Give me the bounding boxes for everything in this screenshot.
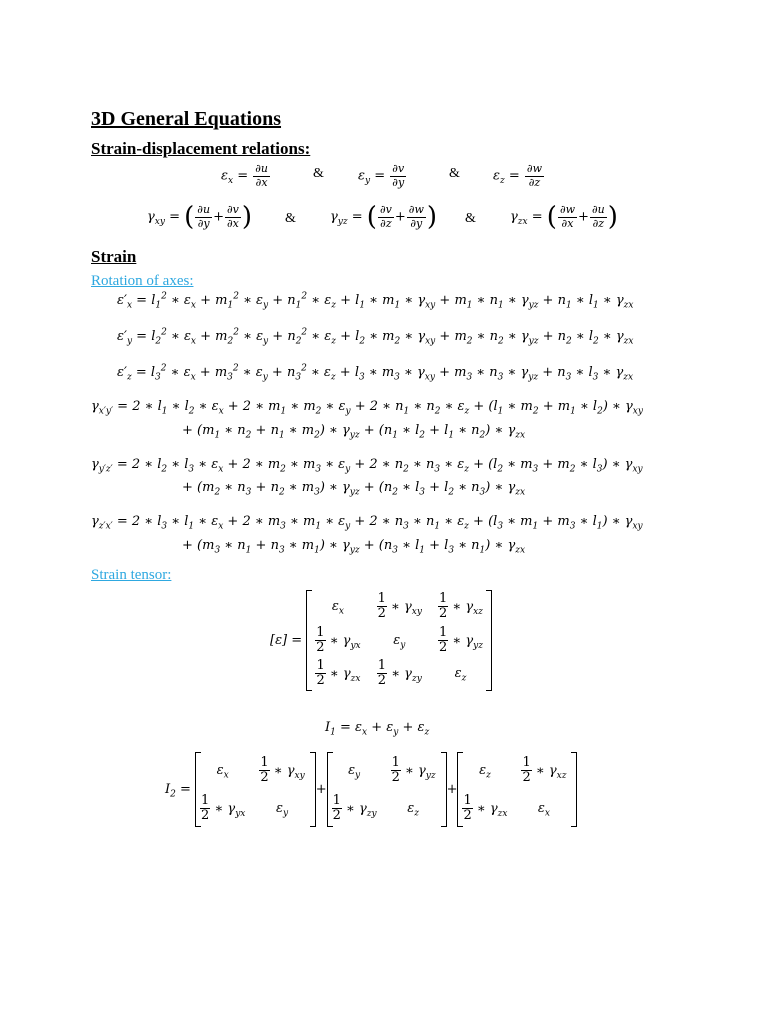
- equation-gamma-zpxp-line2: + ($m_3$ ∗ $n_1 + n_3$ ∗ $m_1$) ∗ $\gamma_{yz} + (n_3$ ∗ $l_1 + l_3$ ∗ $n_1$) ∗ $\gamma_{zx}$: [182, 538, 526, 556]
- equation-gamma-xpyp-line1: $\gamma_{x'y'} = 2$ ∗ $l_1$ ∗ $l_2$ ∗ $\varepsilon_x + 2$ ∗ $m_1$ ∗ $m_2$ ∗ $\varepsilon_y + 2$ ∗ $n_1$ ∗ $n_2$ ∗ $\varepsilon_z + (l_1$ ∗ $m_2 + m_1$ ∗ $l_2$) ∗ $\gamma_{xy}$: [91, 399, 643, 417]
- equation-gamma-ypzp-line1: $\gamma_{y'z'} = 2$ ∗ $l_2$ ∗ $l_3$ ∗ $\varepsilon_x + 2$ ∗ $m_2$ ∗ $m_3$ ∗ $\varepsilon_y + 2$ ∗ $n_2$ ∗ $n_3$ ∗ $\varepsilon_z + (l_2$ ∗ $m_3 + m_2$ ∗ $l_3$) ∗ $\gamma_{xy}$: [91, 457, 643, 475]
- equation-epsilon-z-prime: $\varepsilon'_z = l_3^2$ ∗ $\varepsilon_x + m_3^2$ ∗ $\varepsilon_y + n_3^2$ ∗ $\varepsilon_z + l_3$ ∗ $m_3$ ∗ $\gamma_{xy} + m_3$ ∗ $n_3$ ∗ $\gamma_{yz} + n_3$ ∗ $l_3$ ∗ $\gamma_{zx}$: [117, 363, 634, 383]
- equation-epsilon-x: $\varepsilon_x$ = $\frac{\partial u}{\partial x}$: [221, 162, 269, 189]
- strain-tensor-matrix: [ε] = $\varepsilon_x$ $\frac{1}{2}$ ∗ $\gamma_{xy}$ $\frac{1}{2}$ ∗ $\gamma_{xz}$ $\frac{1}{2}$ ∗ $\gamma_{yx}$ $\varepsilon_y$ $\frac{1}{2}$ ∗ $\gamma_{yz}$ $\frac{1}{2}$ ∗ $\gamma_{zx}$ $\frac{1}{2}$ ∗ $\gamma_{zy}$ $\varepsilon_z$: [270, 590, 492, 691]
- heading-strain-displacement: Strain-displacement relations:: [91, 139, 311, 158]
- subheading-strain-tensor: Strain tensor:: [91, 567, 172, 583]
- equation-gamma-xy: $\gamma_{xy}$ = ( $\frac{\partial u}{\partial y}$ + $\frac{\partial v}{\partial x}$ ): [147, 202, 253, 233]
- ampersand: &: [465, 211, 476, 226]
- equation-gamma-yz: $\gamma_{yz}$ = ( $\frac{\partial v}{\partial z}$ + $\frac{\partial w}{\partial y}$ ): [330, 202, 438, 233]
- equation-invariant-I1: $I_1 = \varepsilon_x + \varepsilon_y + \varepsilon_z$: [325, 720, 430, 738]
- subheading-rotation-of-axes: Rotation of axes:: [91, 273, 194, 289]
- equation-invariant-I2: $I_2$ = $\varepsilon_x$ $\frac{1}{2}$ ∗ $\gamma_{xy}$ $\frac{1}{2}$ ∗ $\gamma_{yx}$ $\varepsilon_y$ + $\varepsilon_y$ $\frac{1}{2}$ ∗ $\gamma_{yz}$ $\frac{1}{2}$ ∗ $\gamma_{zy}$ $\varepsilon_z$ + $\varepsilon_z$ $\frac{1}{2}$ ∗ $\gamma_{xz}$ $\frac{1}{2}$ ∗ $\gamma_{zx}$ $\varepsilon_x$: [165, 752, 577, 827]
- equation-epsilon-y-prime: $\varepsilon'_y = l_2^2$ ∗ $\varepsilon_x + m_2^2$ ∗ $\varepsilon_y + n_2^2$ ∗ $\varepsilon_z + l_2$ ∗ $m_2$ ∗ $\gamma_{xy} + m_2$ ∗ $n_2$ ∗ $\gamma_{yz} + n_2$ ∗ $l_2$ ∗ $\gamma_{zx}$: [117, 327, 634, 347]
- equation-gamma-zpxp-line1: $\gamma_{z'x'} = 2$ ∗ $l_3$ ∗ $l_1$ ∗ $\varepsilon_x + 2$ ∗ $m_3$ ∗ $m_1$ ∗ $\varepsilon_y + 2$ ∗ $n_3$ ∗ $n_1$ ∗ $\varepsilon_z + (l_3$ ∗ $m_1 + m_3$ ∗ $l_1$) ∗ $\gamma_{xy}$: [91, 514, 643, 532]
- equation-gamma-xpyp-line2: + ($m_1$ ∗ $n_2 + n_1$ ∗ $m_2$) ∗ $\gamma_{yz} + (n_1$ ∗ $l_2 + l_1$ ∗ $n_2$) ∗ $\gamma_{zx}$: [182, 423, 526, 441]
- ampersand: &: [285, 211, 296, 226]
- equation-gamma-ypzp-line2: + ($m_2$ ∗ $n_3 + n_2$ ∗ $m_3$) ∗ $\gamma_{yz} + (n_2$ ∗ $l_3 + l_2$ ∗ $n_3$) ∗ $\gamma_{zx}$: [182, 480, 526, 498]
- equation-gamma-zx: $\gamma_{zx}$ = ( $\frac{\partial w}{\partial x}$ + $\frac{\partial u}{\partial z}$ ): [510, 202, 618, 233]
- ampersand: &: [449, 166, 460, 181]
- equation-epsilon-x-prime: $\varepsilon'_x = l_1^2$ ∗ $\varepsilon_x + m_1^2$ ∗ $\varepsilon_y + n_1^2$ ∗ $\varepsilon_z + l_1$ ∗ $m_1$ ∗ $\gamma_{xy} + m_1$ ∗ $n_1$ ∗ $\gamma_{yz} + n_1$ ∗ $l_1$ ∗ $\gamma_{zx}$: [117, 291, 634, 311]
- equation-epsilon-y: $\varepsilon_y$ = $\frac{\partial v}{\partial y}$: [358, 162, 405, 189]
- ampersand: &: [313, 166, 324, 181]
- equation-epsilon-z: $\varepsilon_z$ = $\frac{\partial w}{\partial z}$: [493, 162, 543, 189]
- heading-strain: Strain: [91, 247, 137, 266]
- page-title: 3D General Equations: [91, 108, 282, 130]
